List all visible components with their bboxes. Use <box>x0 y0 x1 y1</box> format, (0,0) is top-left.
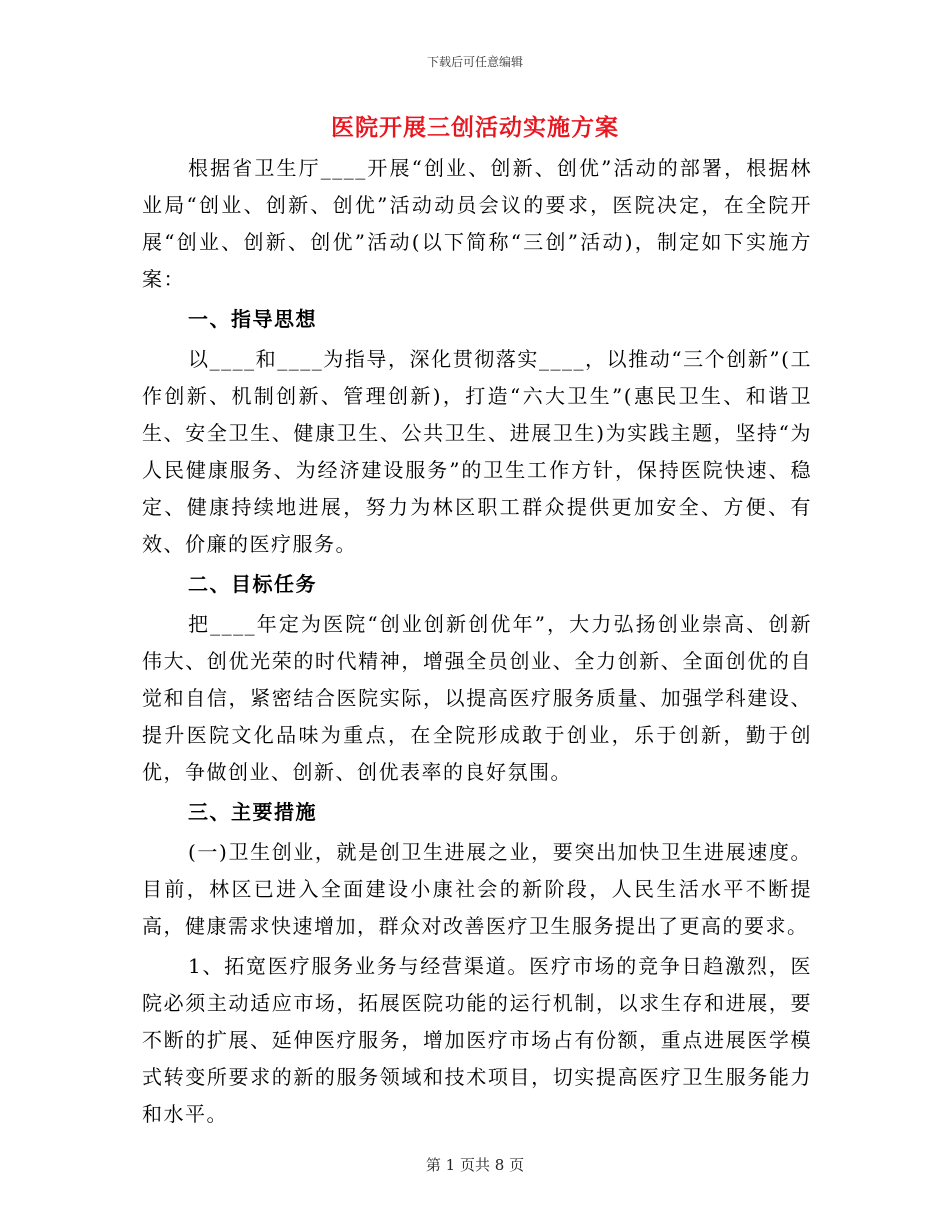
goals-paragraph: 把____年定为医院“创业创新创优年”，大力弘扬创业崇高、创新伟大、创优光荣的时代精神，增强全员创业、全力创新、全面创优的自觉和自信，紧密结合医院实际，以提高医疗服务质量、加强学科建设、提升医院文化品味为重点，在全院形成敢于创业，乐于创新，勤于创优，争做创业、创新、创优表率的良好氛围。 <box>142 612 812 784</box>
page-number-footer: 第 1 页共 8 页 <box>425 1156 525 1174</box>
document-title: 医院开展三创活动实施方案 <box>331 114 619 141</box>
intro-paragraph: 根据省卫生厅____开展“创业、创新、创优”活动的部署，根据林业局“创业、创新、创优”活动动员会议的要求，医院决定，在全院开展“创业、创新、创优”活动(以下简称“三创”活动)，制定如下实施方案： <box>142 156 812 291</box>
page-header-note: 下载后可任意编辑 <box>426 55 523 69</box>
section-heading-goals: 二、目标任务 <box>188 572 317 596</box>
measures-paragraph-2: 1、拓宽医疗服务业务与经营渠道。医疗市场的竞争日趋激烈，医院必须主动适应市场，拓展医院功能的运行机制，以求生存和进展，要不断的扩展、延伸医疗服务，增加医疗市场占有份额，重点进展医学模式转变所要求的新的服务领域和技术项目，切实提高医疗卫生服务能力和水平。 <box>142 954 812 1126</box>
measures-paragraph-1: (一)卫生创业，就是创卫生进展之业，要突出加快卫生进展速度。目前，林区已进入全面建设小康社会的新阶段，人民生活水平不断提高，健康需求快速增加，群众对改善医疗卫生服务提出了更高的要求。 <box>142 840 812 938</box>
document-body <box>142 150 812 1133</box>
guiding-ideology-paragraph: 以____和____为指导，深化贯彻落实____，以推动“三个创新”(工作创新、机制创新、管理创新)，打造“六大卫生”(惠民卫生、和谐卫生、安全卫生、健康卫生、公共卫生、进展卫生)为实践主题，坚持“为人民健康服务、为经济建设服务”的卫生工作方针，保持医院快速、稳定、健康持续地进展，努力为林区职工群众提供更加安全、方便、有效、价廉的医疗服务。 <box>142 347 812 556</box>
section-heading-measures: 三、主要措施 <box>188 800 317 824</box>
section-heading-guiding-ideology: 一、指导思想 <box>188 307 317 331</box>
